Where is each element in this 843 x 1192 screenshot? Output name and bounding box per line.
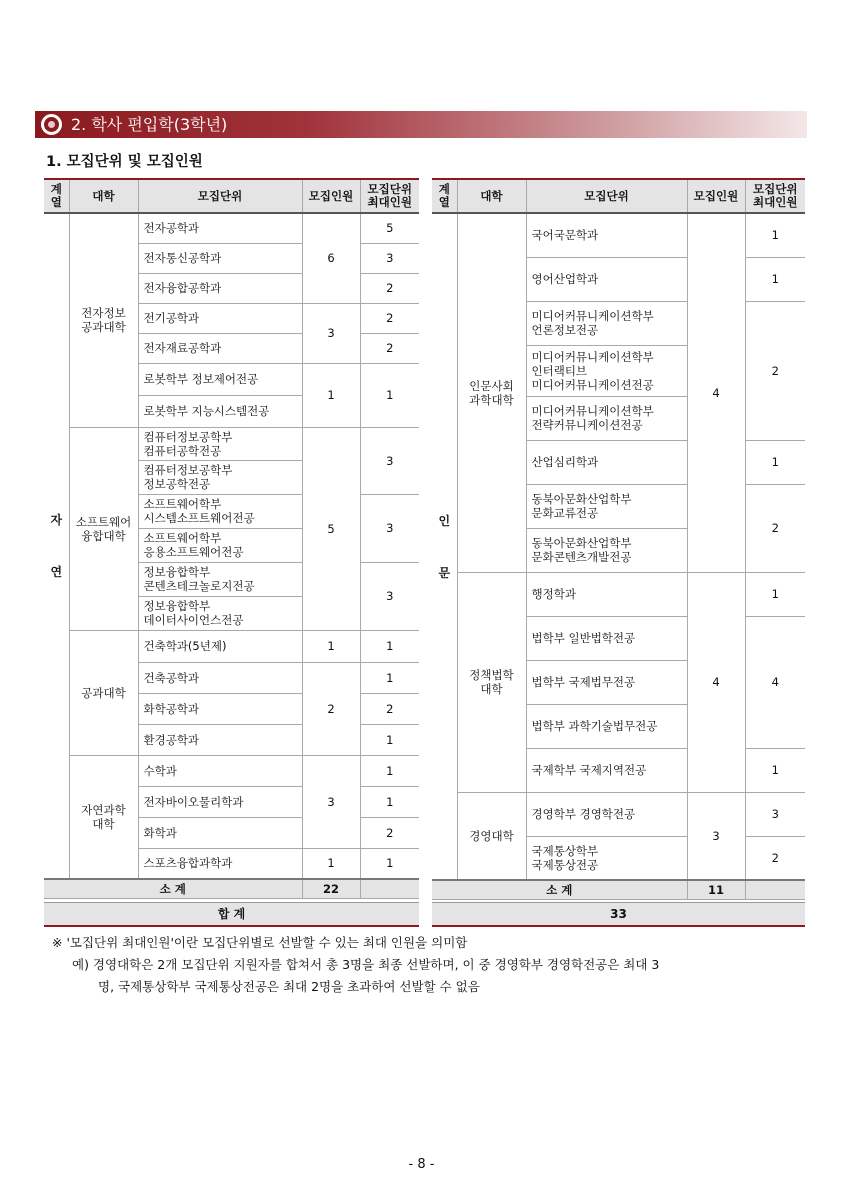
unit-cell: 미디어커뮤니케이션학부 언론정보전공: [526, 301, 687, 345]
unit-cell: 경영학부 경영학전공: [526, 792, 687, 836]
college-cell: 인문사회 과학대학: [457, 213, 526, 572]
note-line: ※ '모집단위 최대인원'이란 모집단위별로 선발할 수 있는 최대 인원을 의미함: [52, 935, 468, 950]
table-row: [432, 213, 805, 257]
unit-cell: 전자바이오물리학과: [138, 786, 302, 817]
max-cell: 3: [360, 243, 419, 273]
max-cell: 3: [360, 494, 419, 562]
header-series: 계 열: [432, 179, 457, 213]
unit-cell: 전자공학과: [138, 213, 302, 243]
max-cell: 2: [745, 484, 805, 572]
header-unit: 모집단위: [138, 179, 302, 213]
unit-cell: 법학부 일반법학전공: [526, 616, 687, 660]
header-quota: 모집인원: [302, 179, 360, 213]
subtotal-row: [44, 879, 419, 899]
table-row: [44, 755, 419, 786]
max-cell: 1: [745, 257, 805, 301]
max-cell: 2: [745, 836, 805, 880]
unit-cell: 법학부 국제법무전공: [526, 660, 687, 704]
max-cell: 1: [360, 630, 419, 662]
series-cell: 자 연: [44, 213, 69, 879]
subtotal-blank: [360, 879, 419, 899]
total-value: 33: [610, 907, 627, 921]
max-cell: 3: [360, 427, 419, 494]
max-cell: 1: [360, 662, 419, 693]
unit-cell: 법학부 과학기술법무전공: [526, 704, 687, 748]
college-cell: 정책법학 대학: [457, 572, 526, 792]
header-max: 모집단위 최대인원: [745, 179, 805, 213]
table-header-row: [44, 179, 419, 213]
unit-cell: 국제학부 국제지역전공: [526, 748, 687, 792]
max-cell: 1: [360, 724, 419, 755]
max-cell: 2: [360, 693, 419, 724]
page-number: - 8 -: [408, 1157, 435, 1172]
table-row: [432, 792, 805, 836]
header-college: 대학: [69, 179, 138, 213]
unit-cell: 전자재료공학과: [138, 333, 302, 363]
unit-cell: 산업심리학과: [526, 440, 687, 484]
header-series: 계 열: [44, 179, 69, 213]
unit-cell: 화학공학과: [138, 693, 302, 724]
unit-cell: 동북아문화산업학부 문화교류전공: [526, 484, 687, 528]
unit-cell: 미디어커뮤니케이션학부 전략커뮤니케이션전공: [526, 396, 687, 440]
unit-cell: 로봇학부 정보제어전공: [138, 363, 302, 395]
section-title: 2. 학사 편입학(3학년): [71, 115, 228, 134]
unit-cell: 컴퓨터정보공학부 컴퓨터공학전공: [138, 427, 302, 460]
quota-cell: 6: [302, 213, 360, 303]
quota-cell: 3: [302, 755, 360, 848]
quota-cell: 1: [302, 630, 360, 662]
unit-cell: 소프트웨어학부 시스템소프트웨어전공: [138, 494, 302, 528]
subtotal-blank: [745, 880, 805, 900]
unit-cell: 건축학과(5년제): [138, 630, 302, 662]
max-cell: 4: [745, 616, 805, 748]
college-cell: 경영대학: [457, 792, 526, 880]
right-quota-table: [432, 178, 805, 900]
left-quota-table: [44, 178, 419, 899]
college-cell: 공과대학: [69, 630, 138, 755]
quota-cell: 2: [302, 662, 360, 755]
quota-cell: 3: [302, 303, 360, 363]
total-label: 합 계: [217, 907, 246, 921]
unit-cell: 소프트웨어학부 응용소프트웨어전공: [138, 528, 302, 562]
unit-cell: 전자융합공학과: [138, 273, 302, 303]
max-cell: 1: [745, 213, 805, 257]
subsection-title: 1. 모집단위 및 모집인원: [46, 154, 203, 170]
unit-cell: 국어국문학과: [526, 213, 687, 257]
max-cell: 1: [360, 848, 419, 879]
university-emblem-icon: [41, 114, 62, 135]
unit-cell: 행정학과: [526, 572, 687, 616]
college-cell: 전자정보 공과대학: [69, 213, 138, 427]
unit-cell: 전자통신공학과: [138, 243, 302, 273]
header-quota: 모집인원: [687, 179, 745, 213]
table-header-row: [432, 179, 805, 213]
unit-cell: 건축공학과: [138, 662, 302, 693]
max-cell: 1: [360, 786, 419, 817]
max-cell: 2: [360, 817, 419, 848]
subtotal-value: 11: [687, 880, 745, 900]
quota-cell: 1: [302, 363, 360, 427]
max-cell: 3: [745, 792, 805, 836]
quota-cell: 3: [687, 792, 745, 880]
unit-cell: 수학과: [138, 755, 302, 786]
header-unit: 모집단위: [526, 179, 687, 213]
unit-cell: 미디어커뮤니케이션학부 인터랙티브 미디어커뮤니케이션전공: [526, 345, 687, 396]
college-cell: 자연과학 대학: [69, 755, 138, 879]
max-cell: 1: [360, 363, 419, 427]
max-cell: 2: [360, 273, 419, 303]
section-header-bar: [35, 111, 807, 138]
subtotal-value: 22: [302, 879, 360, 899]
table-row: [44, 427, 419, 460]
college-cell: 소프트웨어 융합대학: [69, 427, 138, 630]
unit-cell: 정보융합학부 콘텐츠테크놀로지전공: [138, 562, 302, 596]
table-row: [432, 572, 805, 616]
quota-cell: 4: [687, 572, 745, 792]
max-cell: 1: [360, 755, 419, 786]
max-cell: 1: [745, 440, 805, 484]
quota-cell: 4: [687, 213, 745, 572]
series-cell: 인 문: [432, 213, 457, 880]
unit-cell: 영어산업학과: [526, 257, 687, 301]
subtotal-row: [432, 880, 805, 900]
unit-cell: 로봇학부 지능시스템전공: [138, 395, 302, 427]
right-total-row: [432, 902, 805, 927]
unit-cell: 환경공학과: [138, 724, 302, 755]
unit-cell: 동북아문화산업학부 문화콘텐츠개발전공: [526, 528, 687, 572]
unit-cell: 정보융합학부 데이터사이언스전공: [138, 596, 302, 630]
unit-cell: 스포츠융합과학과: [138, 848, 302, 879]
note-line: 예) 경영대학은 2개 모집단위 지원자를 합쳐서 총 3명을 최종 선발하며, 이 중 경영학부 경영학전공은 최대 3: [72, 957, 660, 972]
unit-cell: 컴퓨터정보공학부 정보공학전공: [138, 460, 302, 494]
left-total-row: [44, 902, 419, 927]
unit-cell: 전기공학과: [138, 303, 302, 333]
quota-cell: 5: [302, 427, 360, 630]
max-cell: 5: [360, 213, 419, 243]
max-cell: 2: [360, 303, 419, 333]
table-row: [44, 213, 419, 243]
max-cell: 1: [745, 572, 805, 616]
note-line: 명, 국제통상학부 국제통상전공은 최대 2명을 초과하여 선발할 수 없음: [98, 979, 480, 994]
unit-cell: 화학과: [138, 817, 302, 848]
subtotal-label: 소 계: [432, 880, 687, 900]
table-row: [44, 630, 419, 662]
quota-cell: 1: [302, 848, 360, 879]
header-max: 모집단위 최대인원: [360, 179, 419, 213]
subtotal-label: 소 계: [44, 879, 302, 899]
header-college: 대학: [457, 179, 526, 213]
max-cell: 1: [745, 748, 805, 792]
unit-cell: 국제통상학부 국제통상전공: [526, 836, 687, 880]
max-cell: 2: [360, 333, 419, 363]
max-cell: 3: [360, 562, 419, 630]
max-cell: 2: [745, 301, 805, 440]
